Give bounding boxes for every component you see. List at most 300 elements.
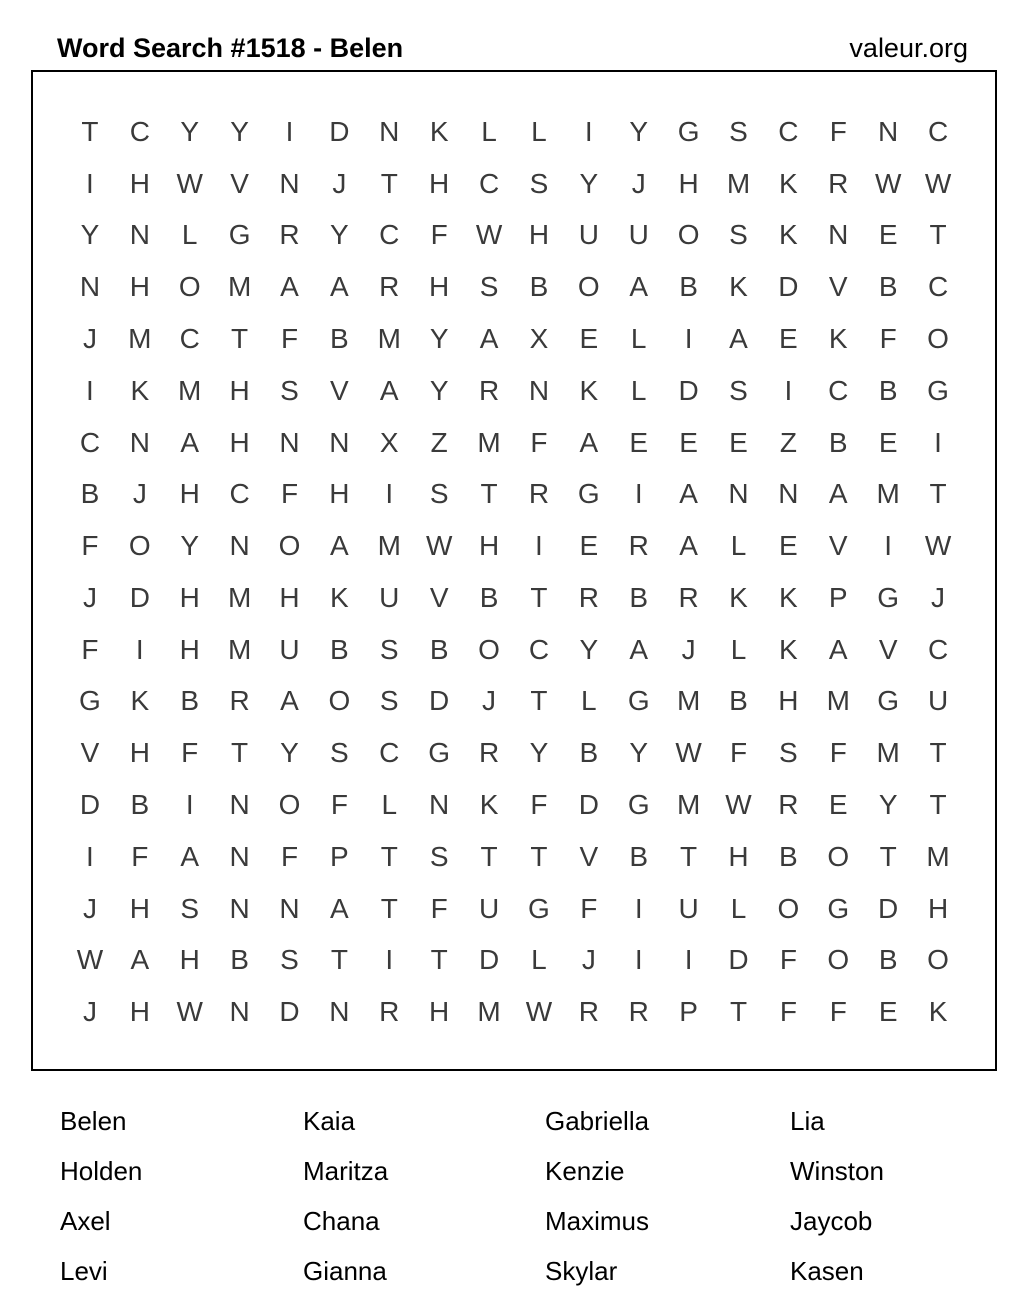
- grid-letter: U: [678, 892, 699, 924]
- grid-letter: F: [829, 115, 847, 147]
- grid-letter: S: [379, 685, 399, 717]
- grid-letter: H: [129, 167, 150, 199]
- grid-letter: F: [280, 322, 299, 354]
- grid-letter: B: [330, 322, 349, 354]
- grid-letter: S: [429, 478, 449, 510]
- grid-letter: O: [278, 788, 301, 820]
- grid-letter: M: [227, 271, 252, 303]
- grid-letter: J: [132, 478, 147, 510]
- grid-letter: F: [779, 996, 797, 1028]
- grid-letter: G: [528, 892, 550, 924]
- grid-letter: I: [634, 478, 643, 510]
- grid-letter: W: [725, 788, 752, 820]
- site-label: valeur.org: [849, 33, 968, 63]
- grid-letter: B: [679, 271, 698, 303]
- grid-letter: H: [179, 581, 200, 613]
- grid-letter: K: [928, 996, 948, 1028]
- grid-letter: F: [779, 944, 797, 976]
- grid-letter: Z: [430, 426, 448, 458]
- grid-letter: L: [730, 892, 747, 924]
- grid-letter: H: [927, 892, 949, 924]
- grid-letter: M: [477, 426, 501, 458]
- grid-letter: A: [180, 840, 200, 872]
- grid-letter: B: [878, 271, 898, 303]
- grid-letter: O: [478, 633, 500, 665]
- grid-letter: F: [280, 840, 299, 872]
- grid-letter: M: [178, 374, 202, 406]
- grid-letter: I: [86, 374, 94, 406]
- grid-letter: J: [482, 685, 497, 717]
- grid-letter: H: [329, 478, 350, 510]
- grid-letter: E: [579, 322, 599, 354]
- grid-letter: Y: [230, 115, 249, 147]
- grid-letter: R: [379, 271, 400, 303]
- grid-letter: I: [385, 944, 394, 976]
- grid-letter: E: [878, 219, 898, 251]
- grid-letter: V: [230, 167, 249, 199]
- grid-letter: F: [580, 892, 598, 924]
- word-list-item: Kasen: [790, 1255, 864, 1286]
- grid-letter: S: [729, 219, 748, 251]
- grid-letter: T: [380, 892, 398, 924]
- grid-letter: O: [827, 944, 850, 976]
- grid-letter: E: [878, 426, 898, 458]
- grid-letter: D: [678, 374, 699, 406]
- grid-letter: D: [578, 788, 599, 820]
- grid-letter: N: [229, 788, 250, 820]
- grid-letter: O: [777, 892, 800, 924]
- grid-letter: I: [934, 426, 942, 458]
- grid-letter: W: [924, 167, 952, 199]
- grid-letter: K: [330, 581, 349, 613]
- grid-letter: T: [680, 840, 698, 872]
- grid-letter: E: [779, 322, 798, 354]
- grid-letter: N: [79, 271, 101, 303]
- grid-letter: B: [878, 374, 898, 406]
- word-list-item: Maximus: [545, 1205, 650, 1236]
- grid-letter: G: [677, 115, 700, 147]
- grid-letter: H: [728, 840, 749, 872]
- grid-letter: E: [779, 530, 798, 562]
- grid-letter: P: [330, 840, 349, 872]
- grid-letter: O: [927, 322, 949, 354]
- grid-letter: W: [924, 530, 952, 562]
- grid-letter: Y: [529, 737, 549, 769]
- grid-letter: U: [379, 581, 400, 613]
- grid-letter: H: [179, 478, 200, 510]
- word-list-item: Levi: [60, 1255, 108, 1286]
- grid-letter: M: [477, 996, 501, 1028]
- grid-letter: L: [181, 219, 198, 251]
- grid-letter: E: [679, 426, 698, 458]
- grid-letter: T: [530, 685, 548, 717]
- grid-letter: X: [529, 322, 549, 354]
- word-list-item: Holden: [60, 1155, 143, 1186]
- grid-letter: L: [481, 115, 497, 147]
- grid-letter: Y: [80, 219, 100, 251]
- grid-letter: H: [179, 944, 200, 976]
- grid-letter: M: [826, 685, 850, 717]
- grid-letter: A: [828, 633, 848, 665]
- grid-letter: G: [877, 685, 900, 717]
- grid-letter: G: [627, 788, 650, 820]
- grid-letter: G: [927, 374, 949, 406]
- grid-letter: Y: [579, 167, 599, 199]
- grid-letter: F: [729, 737, 748, 769]
- grid-letter: S: [379, 633, 399, 665]
- grid-letter: F: [81, 633, 99, 665]
- grid-letter: M: [227, 633, 252, 665]
- grid-letter: G: [577, 478, 600, 510]
- grid-letter: V: [878, 633, 898, 665]
- grid-letter: A: [828, 478, 848, 510]
- grid-letter: V: [429, 581, 449, 613]
- grid-letter: B: [579, 737, 599, 769]
- word-list-item: Winston: [790, 1155, 884, 1186]
- grid-letter: H: [429, 996, 450, 1028]
- grid-letter: E: [579, 530, 599, 562]
- grid-letter: O: [677, 219, 700, 251]
- grid-letter: N: [329, 996, 350, 1028]
- grid-letter: C: [927, 271, 949, 303]
- word-list-item: Belen: [60, 1105, 127, 1136]
- grid-letter: M: [227, 581, 252, 613]
- word-list-item: Jaycob: [790, 1205, 873, 1236]
- grid-letter: B: [629, 581, 649, 613]
- grid-letter: U: [927, 685, 949, 717]
- grid-letter: Z: [779, 426, 797, 458]
- grid-letter: O: [128, 530, 151, 562]
- grid-letter: W: [675, 737, 702, 769]
- grid-letter: R: [778, 788, 799, 820]
- grid-letter: A: [330, 530, 349, 562]
- grid-letter: Y: [629, 115, 649, 147]
- grid-letter: Y: [180, 530, 200, 562]
- grid-letter: W: [176, 996, 203, 1028]
- grid-letter: H: [429, 271, 450, 303]
- grid-letter: W: [176, 167, 203, 199]
- grid-letter: J: [82, 996, 97, 1028]
- grid-letter: J: [631, 167, 646, 199]
- grid-letter: D: [728, 944, 749, 976]
- grid-letter: P: [828, 581, 848, 613]
- grid-letter: V: [828, 530, 848, 562]
- grid-letter: S: [180, 892, 200, 924]
- grid-letter: K: [130, 374, 150, 406]
- grid-letter: N: [129, 219, 150, 251]
- grid-letter: B: [629, 840, 649, 872]
- grid-letter: N: [379, 115, 400, 147]
- grid-letter: J: [82, 892, 97, 924]
- grid-letter: Y: [629, 737, 649, 769]
- grid-letter: B: [230, 944, 249, 976]
- grid-letter: T: [330, 944, 348, 976]
- grid-letter: N: [229, 840, 250, 872]
- grid-letter: A: [629, 271, 649, 303]
- grid-letter: T: [430, 944, 448, 976]
- grid-letter: T: [530, 840, 548, 872]
- grid-letter: I: [884, 530, 893, 562]
- grid-letter: N: [229, 996, 250, 1028]
- grid-letter: F: [829, 996, 847, 1028]
- grid-letter: A: [679, 478, 698, 510]
- grid-letter: F: [81, 530, 99, 562]
- grid-letter: R: [578, 996, 599, 1028]
- grid-letter: R: [528, 478, 550, 510]
- grid-letter: F: [430, 892, 448, 924]
- grid-letter: N: [129, 426, 150, 458]
- grid-letter: B: [729, 685, 748, 717]
- grid-letter: W: [525, 996, 553, 1028]
- grid-letter: B: [479, 581, 499, 613]
- word-list-item: Kaia: [303, 1105, 356, 1136]
- grid-letter: B: [779, 840, 798, 872]
- grid-letter: L: [531, 944, 547, 976]
- grid-letter: R: [628, 530, 649, 562]
- grid-letter: B: [180, 685, 200, 717]
- grid-letter: D: [478, 944, 500, 976]
- grid-letter: B: [330, 633, 349, 665]
- grid-letter: K: [729, 271, 748, 303]
- grid-letter: L: [730, 530, 747, 562]
- grid-letter: G: [627, 685, 650, 717]
- grid-letter: N: [279, 892, 300, 924]
- grid-letter: D: [329, 115, 350, 147]
- grid-letter: D: [279, 996, 300, 1028]
- grid-letter: M: [128, 322, 152, 354]
- page-title: Word Search #1518 - Belen: [57, 33, 404, 63]
- grid-letter: N: [728, 478, 749, 510]
- grid-letter: Y: [579, 633, 599, 665]
- grid-letter: N: [429, 788, 450, 820]
- grid-letter: M: [377, 322, 401, 354]
- grid-letter: R: [678, 581, 699, 613]
- grid-letter: T: [729, 996, 748, 1028]
- grid-letter: L: [630, 374, 647, 406]
- grid-letter: R: [478, 737, 500, 769]
- grid-letter: I: [535, 530, 543, 562]
- grid-letter: T: [480, 478, 498, 510]
- grid-letter: R: [578, 581, 599, 613]
- grid-letter: I: [784, 374, 793, 406]
- grid-letter: F: [330, 788, 348, 820]
- grid-letter: J: [332, 167, 347, 199]
- grid-letter: M: [876, 478, 900, 510]
- grid-letter: N: [878, 115, 899, 147]
- grid-letter: S: [429, 840, 449, 872]
- grid-letter: G: [228, 219, 251, 251]
- grid-letter: A: [579, 426, 599, 458]
- grid-letter: T: [879, 840, 897, 872]
- grid-letter: H: [229, 374, 250, 406]
- grid-letter: G: [79, 685, 101, 717]
- grid-letter: A: [130, 944, 150, 976]
- grid-letter: K: [729, 581, 748, 613]
- grid-letter: B: [130, 788, 150, 820]
- grid-letter: J: [681, 633, 696, 665]
- grid-letter: K: [429, 115, 449, 147]
- grid-letter: T: [81, 115, 99, 147]
- grid-letter: H: [129, 996, 150, 1028]
- grid-letter: H: [778, 685, 799, 717]
- grid-letter: A: [729, 322, 748, 354]
- grid-letter: H: [129, 737, 150, 769]
- grid-letter: W: [76, 944, 104, 976]
- grid-letter: K: [779, 219, 798, 251]
- grid-letter: H: [129, 892, 150, 924]
- grid-letter: I: [385, 478, 394, 510]
- grid-letter: F: [280, 478, 299, 510]
- grid-letter: I: [684, 944, 693, 976]
- grid-letter: U: [478, 892, 500, 924]
- grid-letter: I: [634, 944, 643, 976]
- grid-letter: C: [129, 115, 150, 147]
- grid-letter: F: [181, 737, 199, 769]
- grid-letter: Y: [429, 374, 449, 406]
- grid-letter: H: [229, 426, 250, 458]
- grid-letter: C: [778, 115, 799, 147]
- grid-letter: T: [480, 840, 498, 872]
- word-list-item: Gianna: [303, 1255, 387, 1286]
- grid-letter: I: [86, 167, 94, 199]
- grid-letter: I: [285, 115, 294, 147]
- grid-letter: J: [82, 581, 97, 613]
- grid-letter: B: [429, 633, 449, 665]
- grid-letter: Y: [878, 788, 898, 820]
- grid-letter: O: [328, 685, 351, 717]
- grid-letter: A: [679, 530, 698, 562]
- grid-letter: G: [428, 737, 451, 769]
- grid-letter: I: [584, 115, 593, 147]
- puzzle-grid: [31, 70, 997, 1071]
- grid-letter: T: [929, 788, 947, 820]
- grid-letter: N: [828, 219, 849, 251]
- grid-letter: S: [729, 115, 748, 147]
- grid-letter: O: [577, 271, 600, 303]
- grid-letter: D: [878, 892, 899, 924]
- grid-letter: I: [684, 322, 693, 354]
- grid-letter: T: [530, 581, 548, 613]
- grid-letter: O: [927, 944, 949, 976]
- grid-letter: E: [878, 996, 898, 1028]
- grid-letter: A: [280, 271, 299, 303]
- grid-letter: L: [581, 685, 597, 717]
- grid-letter: V: [579, 840, 599, 872]
- grid-letter: T: [231, 322, 249, 354]
- grid-letter: A: [180, 426, 200, 458]
- grid-letter: Y: [429, 322, 449, 354]
- grid-letter: N: [229, 530, 250, 562]
- grid-letter: G: [827, 892, 850, 924]
- grid-letter: M: [377, 530, 401, 562]
- grid-letter: E: [729, 426, 748, 458]
- grid-letter: D: [778, 271, 799, 303]
- grid-letter: T: [380, 840, 398, 872]
- grid-letter: D: [129, 581, 150, 613]
- grid-letter: M: [726, 167, 751, 199]
- grid-letter: T: [380, 167, 398, 199]
- grid-letter: K: [479, 788, 499, 820]
- grid-letter: H: [279, 581, 300, 613]
- grid-letter: K: [779, 167, 798, 199]
- grid-letter: H: [478, 530, 500, 562]
- grid-letter: R: [229, 685, 250, 717]
- grid-letter: J: [931, 581, 946, 613]
- grid-letter: N: [778, 478, 799, 510]
- grid-letter: H: [179, 633, 200, 665]
- grid-letter: I: [185, 788, 194, 820]
- grid-letter: C: [478, 167, 500, 199]
- grid-letter: C: [528, 633, 550, 665]
- grid-letter: P: [679, 996, 698, 1028]
- grid-letter: O: [178, 271, 201, 303]
- grid-letter: J: [581, 944, 596, 976]
- grid-letter: K: [828, 322, 848, 354]
- grid-letter: N: [229, 892, 250, 924]
- grid-letter: F: [879, 322, 897, 354]
- grid-letter: F: [131, 840, 149, 872]
- grid-letter: L: [630, 322, 647, 354]
- grid-letter: T: [929, 219, 947, 251]
- grid-letter: O: [278, 530, 301, 562]
- grid-letter: J: [82, 322, 97, 354]
- grid-letter: F: [430, 219, 448, 251]
- grid-letter: V: [828, 271, 848, 303]
- grid-letter: C: [828, 374, 849, 406]
- grid-letter: W: [874, 167, 902, 199]
- grid-letter: C: [179, 322, 200, 354]
- word-list-item: Maritza: [303, 1155, 389, 1186]
- grid-letter: C: [379, 219, 400, 251]
- grid-letter: A: [280, 685, 299, 717]
- grid-letter: N: [279, 426, 300, 458]
- grid-letter: T: [929, 737, 947, 769]
- grid-letter: B: [878, 944, 898, 976]
- grid-letter: U: [578, 219, 599, 251]
- grid-letter: S: [280, 374, 299, 406]
- grid-letter: W: [425, 530, 453, 562]
- word-list-item: Lia: [790, 1105, 825, 1136]
- grid-letter: O: [827, 840, 850, 872]
- grid-letter: F: [829, 737, 847, 769]
- grid-letter: F: [530, 426, 548, 458]
- grid-letter: R: [279, 219, 300, 251]
- grid-letter: V: [330, 374, 349, 406]
- grid-letter: N: [329, 426, 350, 458]
- grid-letter: W: [475, 219, 503, 251]
- grid-letter: R: [379, 996, 400, 1028]
- grid-letter: S: [330, 737, 349, 769]
- grid-letter: G: [877, 581, 900, 613]
- grid-letter: E: [828, 788, 848, 820]
- grid-letter: D: [79, 788, 101, 820]
- grid-letter: S: [529, 167, 549, 199]
- grid-letter: Y: [330, 219, 349, 251]
- word-list-item: Kenzie: [545, 1155, 625, 1186]
- word-list-item: Skylar: [545, 1255, 618, 1286]
- grid-letter: M: [676, 788, 701, 820]
- grid-letter: N: [528, 374, 550, 406]
- grid-letter: Y: [280, 737, 299, 769]
- word-list-item: Gabriella: [545, 1105, 650, 1136]
- grid-letter: U: [628, 219, 649, 251]
- grid-letter: B: [529, 271, 549, 303]
- grid-letter: F: [530, 788, 548, 820]
- word-list-item: Axel: [60, 1205, 111, 1236]
- grid-letter: S: [280, 944, 299, 976]
- grid-letter: I: [86, 840, 94, 872]
- grid-letter: B: [80, 478, 100, 510]
